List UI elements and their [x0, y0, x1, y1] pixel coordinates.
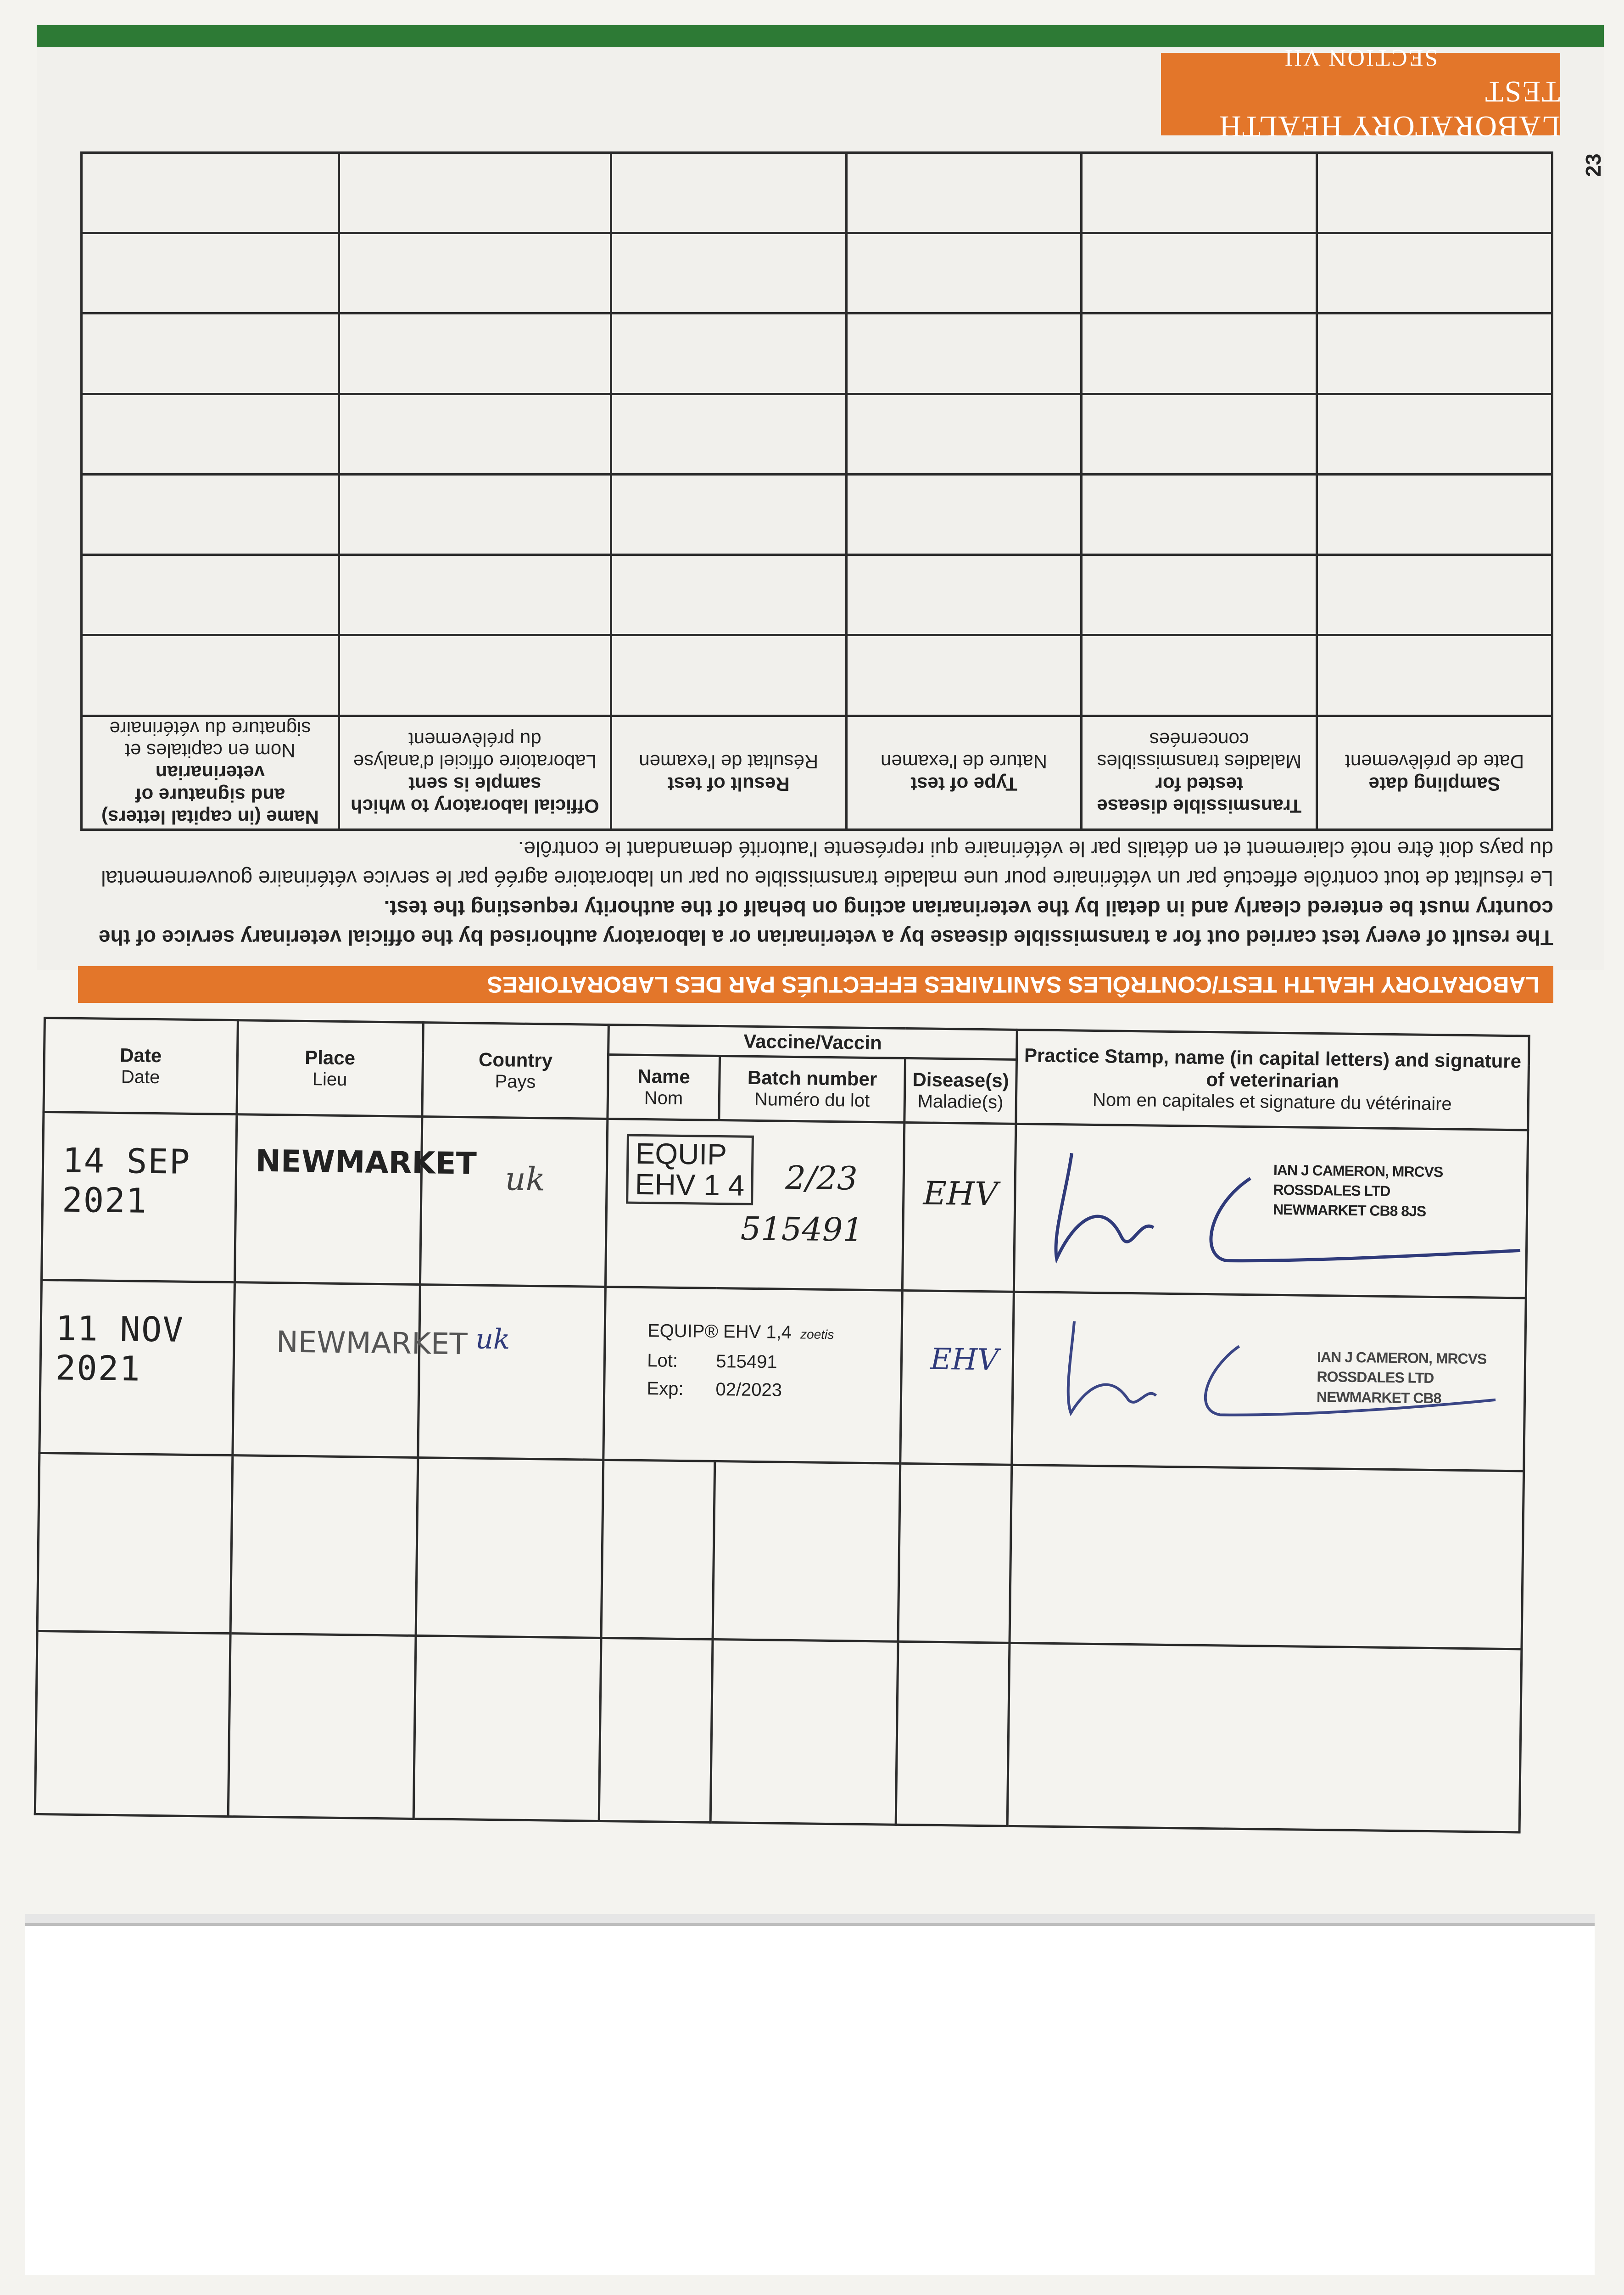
vaccine-lot: Lot: 515491 — [647, 1350, 777, 1372]
header-batch-number: Batch number Numéro du lot — [719, 1056, 905, 1122]
table-row — [41, 1112, 1528, 1298]
vaccine-expiry: Exp: 02/2023 — [647, 1378, 782, 1400]
lab-test-band — [78, 966, 1553, 1003]
section-tab-subtitle: SECTION VII — [1283, 45, 1438, 71]
table-row — [82, 313, 1552, 394]
section-tab-title: LABORATORY HEALTH TEST — [1218, 75, 1560, 144]
table-row — [39, 1280, 1526, 1472]
table-row — [82, 555, 1552, 635]
table-row — [37, 1453, 1524, 1649]
vaccine-label: EQUIP® EHV 1,4 zoetis — [647, 1321, 834, 1343]
lab-test-table — [80, 151, 1553, 831]
vaccination-table — [34, 1017, 1530, 1833]
table-row — [82, 474, 1552, 554]
header-country: Country Pays — [422, 1023, 609, 1119]
header-place: Place Lieu — [236, 1020, 423, 1117]
lab-test-instructions — [80, 833, 1553, 952]
col-type-of-test: Type of test Nature de l'examen — [846, 716, 1082, 829]
vaccination-date: 14 SEP 2021 — [61, 1141, 191, 1221]
blank-scan-area — [25, 1923, 1595, 2275]
vaccination-record — [34, 1017, 1530, 1833]
header-disease: Disease(s) Maladie(s) — [904, 1058, 1016, 1124]
vaccination-place: NEWMARKET — [276, 1325, 468, 1362]
table-row — [82, 635, 1552, 716]
disease-value: EHV — [923, 1174, 998, 1213]
instructions-fr: Le résultat de tout contrôle effectué par un vétérinaire pour une maladie transmissible ou par un laboratoire agréé par le service vétérinaire gouvernemental du pays doit être noté clairement et en détails par le vétérinaire qui représente l'autorité demandant le contrôle. — [101, 837, 1553, 891]
table-row — [82, 233, 1552, 313]
vet-practice-stamp: IAN J CAMERON, MRCVS ROSSDALES LTD NEWMARKET CB8 — [1316, 1349, 1487, 1406]
table-row — [82, 394, 1552, 474]
table-row — [35, 1631, 1522, 1832]
vaccination-place: NEWMARKET — [255, 1143, 477, 1181]
instructions-en: The result of every test carried out for a transmissible disease by a veterinarian or a laboratory authorised by the official veterinary service of the country must be entered clearly and in detail by the veterinarian acting on behalf of the authority requesting the test. — [98, 896, 1553, 950]
header-date: Date Date — [44, 1018, 238, 1114]
col-result-of-test: Result of test Résultat de l'examen — [611, 716, 846, 829]
col-sampling-date: Sampling date Date de prélèvement — [1317, 716, 1552, 829]
header-vaccine-name: Name Nom — [608, 1054, 720, 1120]
vaccination-country: uk — [475, 1323, 510, 1356]
lab-test-grid — [80, 151, 1553, 831]
table-row — [82, 153, 1552, 233]
batch-number-lot: 515491 — [740, 1209, 864, 1249]
header-vaccine: Vaccine/Vaccin — [608, 1025, 1017, 1060]
lab-test-band-title: LABORATORY HEALTH TEST/CONTRÔLES SANITAIRES EFFECTUÉS PAR DES LABORATOIRES — [487, 972, 1540, 997]
col-disease-tested: Transmissible disease tested for Maladies transmissibles concernées — [1082, 716, 1317, 829]
vaccination-country: uk — [505, 1160, 546, 1198]
page-number: 23 — [1581, 153, 1605, 177]
col-vet-name: Name (in capital letters) and signature of veterinarian Nom en capitales et signature du vétérinaire — [82, 716, 339, 829]
section-tab — [1161, 45, 1560, 144]
col-official-lab: Official laboratory to which sample is sent Laboratoire officiel d'analyse du prélèvement — [339, 716, 611, 829]
vet-practice-stamp: IAN J CAMERON, MRCVS ROSSDALES LTD NEWMARKET CB8 8JS — [1272, 1161, 1443, 1220]
batch-number-expiry: 2/23 — [785, 1159, 858, 1198]
vaccine-name-stamp: EQUIP EHV 1 4 — [626, 1134, 753, 1205]
vaccination-date: 11 NOV 2021 — [55, 1309, 184, 1389]
disease-value: EHV — [930, 1342, 999, 1377]
header-practice-stamp: Practice Stamp, name (in capital letters) and signature of veterinarian Nom en capitales et signature du vétérinaire — [1016, 1030, 1529, 1130]
